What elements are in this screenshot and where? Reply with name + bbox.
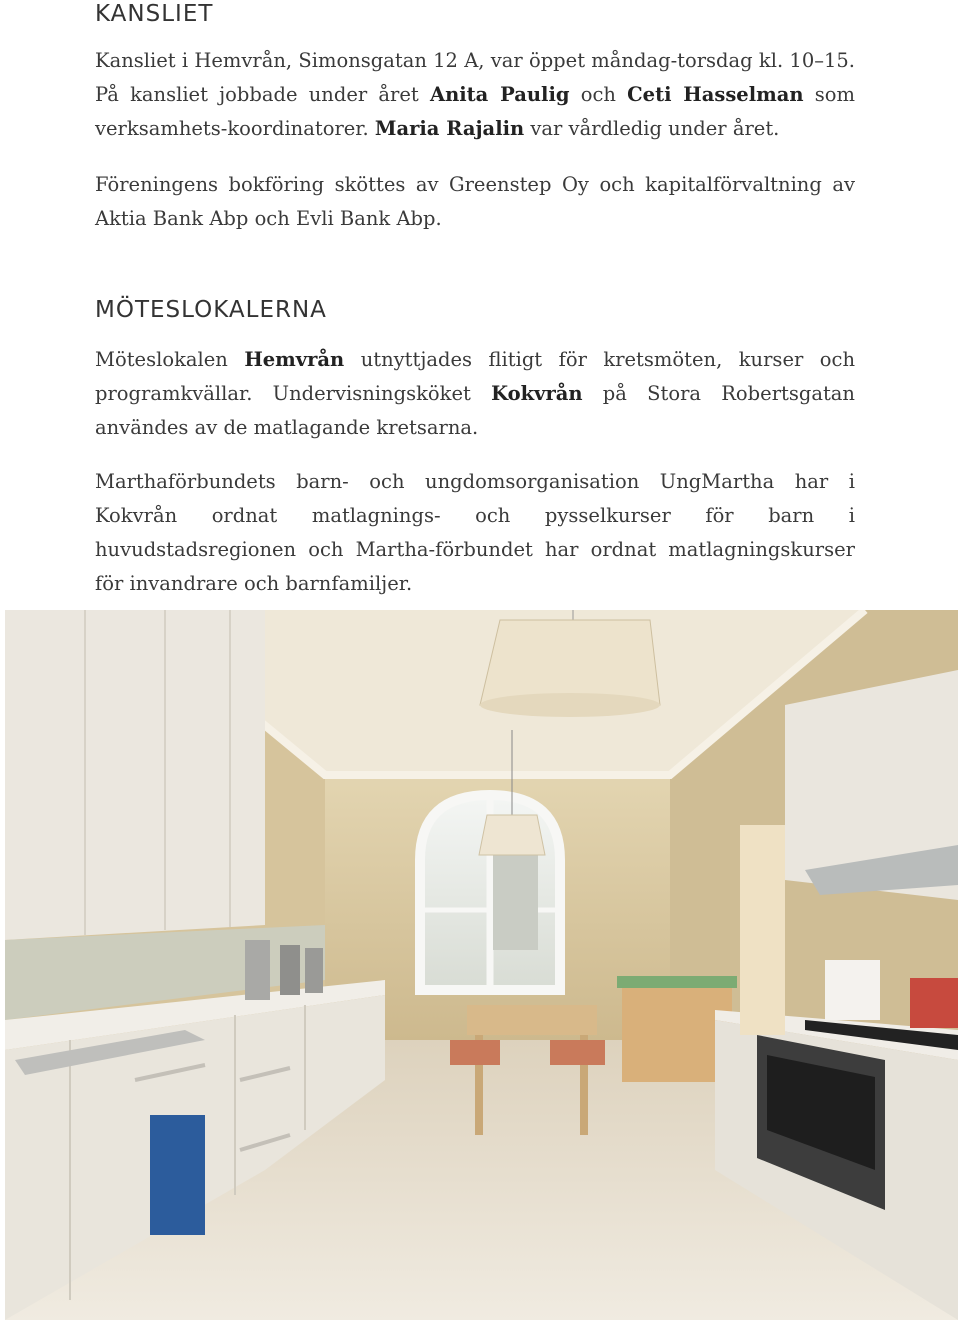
bold-name: Kokvrån [491, 382, 583, 405]
heading-moteslokalerna: MÖTESLOKALERNA [95, 297, 327, 323]
text-run: och [569, 83, 628, 106]
kitchen-photo [5, 610, 958, 1320]
bold-name: Maria Rajalin [374, 117, 525, 140]
text-run: på Stora Robertsgatan användes av de matlagande kretsarna. [95, 382, 855, 439]
section-moteslokalerna [95, 296, 855, 601]
bold-name: Ceti Hasselman [627, 83, 804, 106]
paragraph-kansliet-staff [95, 44, 855, 146]
section-kansliet [95, 0, 855, 236]
text-run: Kansliet i Hemvrån, Simonsgatan 12 A, var öppet måndag-torsdag kl. 10–15. På kansliet jobbade under året [95, 49, 855, 106]
lamp-shade-large [480, 620, 660, 705]
lamp-shade-small [479, 815, 545, 855]
bold-name: Hemvrån [244, 348, 345, 371]
text-run: som verksamhets-koordinatorer. [95, 83, 856, 140]
heading-kansliet: KANSLIET [95, 1, 214, 27]
kitchen-illustration [5, 610, 958, 1320]
blue-towel [150, 1115, 205, 1235]
paragraph-moteslokalerna-ungmartha: Marthaförbundets barn- och ungdomsorganisation UngMartha har i Kokvrån ordnat matlagnings- och pysselkurser för barn i huvudstadsregionen och Martha-förbundet har ordnat matlagningskurser för invandrare och barnfamiljer. [95, 470, 855, 595]
chair-left [450, 1040, 500, 1065]
bold-name: Anita Paulig [429, 83, 570, 106]
chair-right [550, 1040, 605, 1065]
text-run: var vårdledig under året. [524, 117, 780, 140]
left-upper-cabinets [5, 610, 265, 940]
text-run: utnyttjades flitigt för kretsmöten, kurser och programkvällar. Undervisningsköket [95, 348, 855, 405]
dining-table [467, 1005, 597, 1035]
paragraph-moteslokalerna-rooms [95, 343, 855, 445]
paragraph-kansliet-accounting: Föreningens bokföring sköttes av Greenstep Oy och kapitalförvaltning av Aktia Bank Abp och Evli Bank Abp. [95, 173, 855, 230]
text-run: Möteslokalen [95, 348, 245, 371]
